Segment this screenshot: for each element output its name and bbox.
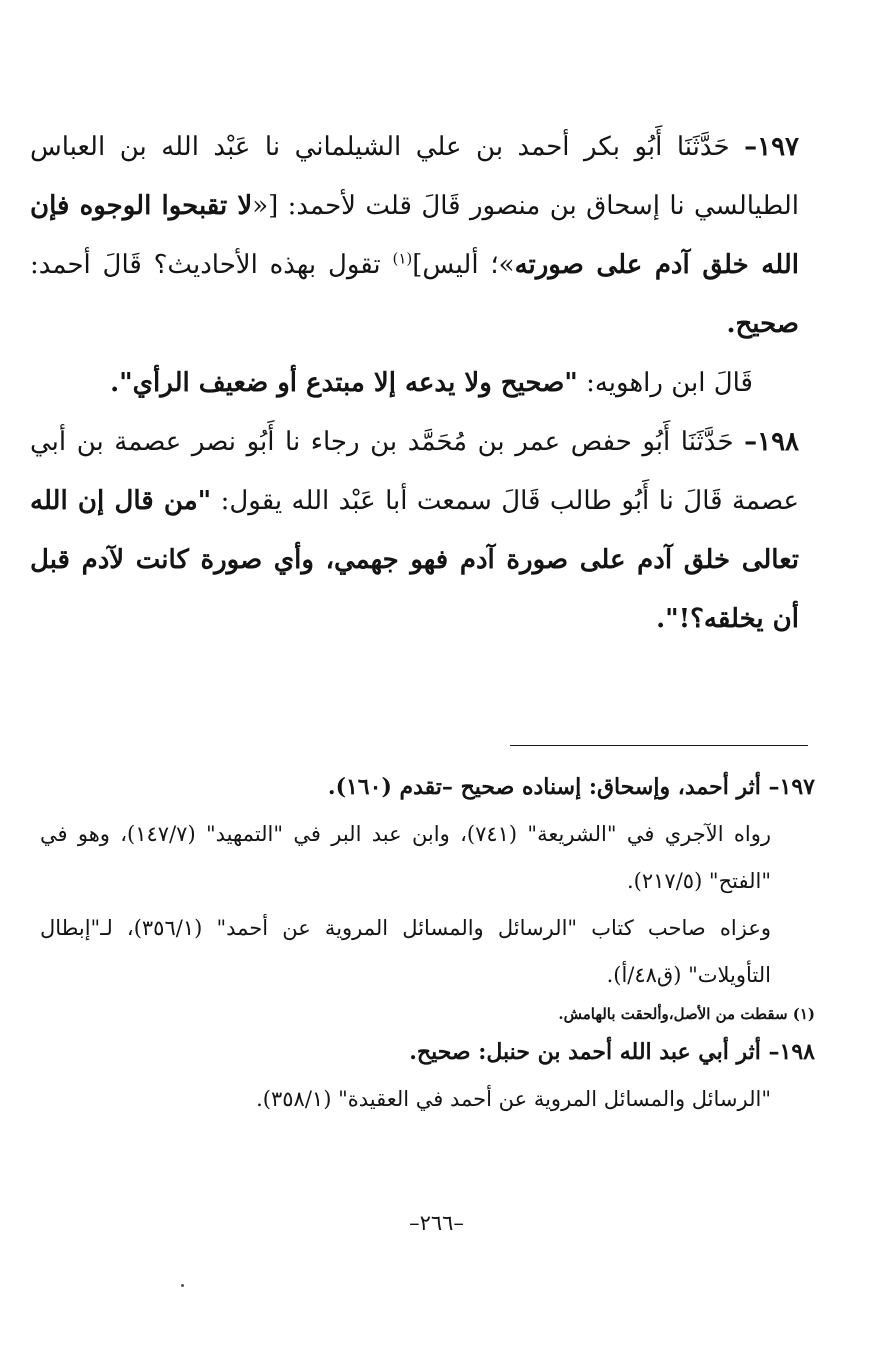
page-number: –٢٦٦– [409,1211,464,1235]
hadith-number-197: ١٩٧– [744,132,800,162]
footnote-divider [510,745,808,746]
note-198-line-1: "الرسائل والمسائل المروية عن أحمد في العقيدة" (٣٥٨/١). [256,1087,771,1111]
ibn-rahawayh-quote: "صحيح ولا يدعه إلا مبتدع أو ضعيف الرأي". [110,368,578,398]
note-197-line-1: رواه الآجري في "الشريعة" (٧٤١)، وابن عبد البر في "التمهيد" (١٤٧/٧)، وهو في "الفتح" (٢١٧/٥). [40,822,771,893]
hadith-198-chain: حَدَّثَنَا أَبُو حفص عمر بن مُحَمَّد بن رجاء نا أَبُو نصر عصمة بن أبي عصمة قَالَ نا أَبُو طالب قَالَ سمعت أبا عَبْد الله يقول: [30,427,800,516]
note-197-line-2: وعزاه صاحب كتاب "الرسائل والمسائل المروية عن أحمد" (٣٥٦/١)، لـ"إبطال التأويلات" (ق٤٨/أ). [40,916,771,987]
hadith-197-quote: لا تقبحوا الوجوه فإن الله خلق آدم على صورته [30,191,799,280]
hadith-197-verdict: صحيح. [726,309,799,339]
ibn-rahawayh-intro: قَالَ ابن راهويه: [577,368,753,398]
main-text [30,118,799,649]
hadith-197-chain: حَدَّثَنَا أَبُو بكر أحمد بن علي الشيلماني نا عَبْد الله بن العباس الطيالسي نا إسحاق بن منصور قَالَ قلت لأحمد: [« [30,132,799,221]
note-198-heading: ١٩٨– أثر أبي عبد الله أحمد بن حنبل: صحيح. [409,1039,815,1065]
hadith-197-bracket: »؛ أليس] [412,250,515,280]
footnotes-section [40,764,815,1123]
note-197-heading: ١٩٧– أثر أحمد، وإسحاق: إسناده صحيح –تقدم (١٦٠). [327,774,815,800]
ibn-rahawayh-statement [30,354,799,413]
hadith-number-198: ١٩٨– [744,427,800,457]
footnote-reference: (١) [392,249,413,268]
hadith-198 [30,413,799,649]
scan-speck [181,1284,184,1287]
hadith-197-question: تقول بهذه الأحاديث؟ قَالَ أحمد: [30,250,393,280]
footnote-1: (١) سقطت من الأصل،وألحقت بالهامش. [558,1005,815,1023]
hadith-198-quote: "من قال إن الله تعالى خلق آدم على صورة آدم فهو جهمي، وأي صورة كانت لآدم قبل أن يخلقه؟!". [30,486,799,634]
hadith-197 [30,118,799,354]
